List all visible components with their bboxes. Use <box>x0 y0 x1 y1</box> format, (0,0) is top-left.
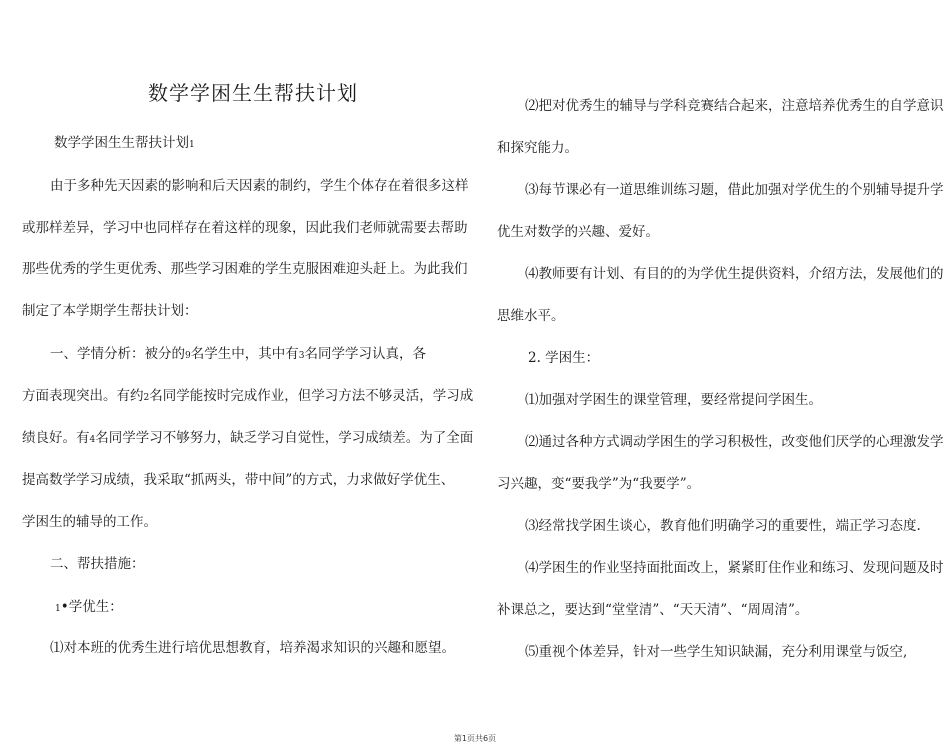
list-item-continuation: 思维水平。 <box>497 308 565 324</box>
document-title: 数学学困生生帮扶计划 <box>148 81 358 105</box>
paragraph-line: 提高数学学习成绩，我采取“抓两头，带中间”的方式，力求做好学优生、 <box>22 472 455 488</box>
list-item: ⑷学困生的作业坚持面批面改上，紧紧盯住作业和练习、发现问题及时 <box>525 560 944 576</box>
analysis-text-a: 一、学情分析：被分的 <box>50 346 185 362</box>
subtitle-line <box>54 135 195 153</box>
line6-number: 2 <box>143 393 150 403</box>
analysis-number-1: 9 <box>185 351 191 361</box>
analysis-text-b: 名学生中，其中有 <box>190 346 299 362</box>
list-item-continuation: 优生对数学的兴趣、爱好。 <box>497 224 659 240</box>
list-item-continuation: 补课总之，要达到“堂堂清”、“天天清”、“周周清”。 <box>497 602 809 618</box>
subsection-heading: 2. 学困生： <box>528 350 600 366</box>
list-item: ⑸重视个体差异，针对一些学生知识缺漏，充分利用课堂与饭空, <box>525 644 908 660</box>
paragraph-line <box>22 388 473 406</box>
list-item: ⑶经常找学困生谈心，教育他们明确学习的重要性，端正学习态度. <box>525 518 921 534</box>
line6-text-b: 名同学能按时完成作业，但学习方法不够灵活，学习成 <box>149 388 474 404</box>
subsection-label: •学优生： <box>60 599 123 615</box>
page-footer: 第1页共6页 <box>453 734 497 743</box>
paragraph-line: 或那样差异，学习中也同样存在着这样的现象，因此我们老师就需要去帮助 <box>22 220 468 236</box>
paragraph-line: 学困生的辅导的工作。 <box>22 514 157 530</box>
list-item: ⑶每节课必有一道思维训练习题，借此加强对学优生的个别辅导提升学 <box>525 182 944 198</box>
analysis-line <box>50 346 426 364</box>
section-heading: 二、帮扶措施： <box>50 556 145 572</box>
list-item: ⑴加强对学困生的课堂管理，要经常提问学困生。 <box>525 392 822 408</box>
paragraph-line: 由于多种先天因素的影响和后天因素的制约，学生个体存在着很多这样 <box>50 178 469 194</box>
line7-text-b: 名同学学习不够努力，缺乏学习自觉性，学习成绩差。为了全面 <box>95 430 474 446</box>
list-item: ⑵通过各种方式调动学困生的学习积极性，改变他们厌学的心理激发学 <box>525 434 944 450</box>
list-item: ⑴对本班的优秀生进行培优思想教育，培养渴求知识的兴趣和愿望。 <box>50 640 455 656</box>
list-item: ⑵把对优秀生的辅导与学科竞赛结合起来，注意培养优秀生的自学意识 <box>525 98 944 114</box>
paragraph-line: 制定了本学期学生帮扶计划： <box>22 303 198 319</box>
line7-number: 4 <box>89 435 96 445</box>
paragraph-line: 那些优秀的学生更优秀、那些学习困难的学生克服困难迎头赶上。为此我们 <box>22 261 468 277</box>
list-item-continuation: 习兴趣，变“要我学”为“我要学”。 <box>497 476 701 492</box>
subsection-heading <box>55 599 123 617</box>
list-item-continuation: 和探究能力。 <box>497 140 578 156</box>
line7-text-a: 绩良好。有 <box>22 430 90 446</box>
subtitle-text: 数学学困生生帮扶计划 <box>54 135 189 151</box>
line6-text-a: 方面表现突出。有约 <box>22 388 144 404</box>
subsection-number: 1 <box>55 604 61 614</box>
analysis-text-c: 名同学学习认真，各 <box>304 346 426 362</box>
analysis-number-2: 3 <box>298 351 305 361</box>
subtitle-number: 1 <box>189 140 195 150</box>
list-item: ⑷教师要有计划、有目的的为学优生提供资料，介绍方法，发展他们的 <box>525 266 944 282</box>
paragraph-line <box>22 430 473 448</box>
